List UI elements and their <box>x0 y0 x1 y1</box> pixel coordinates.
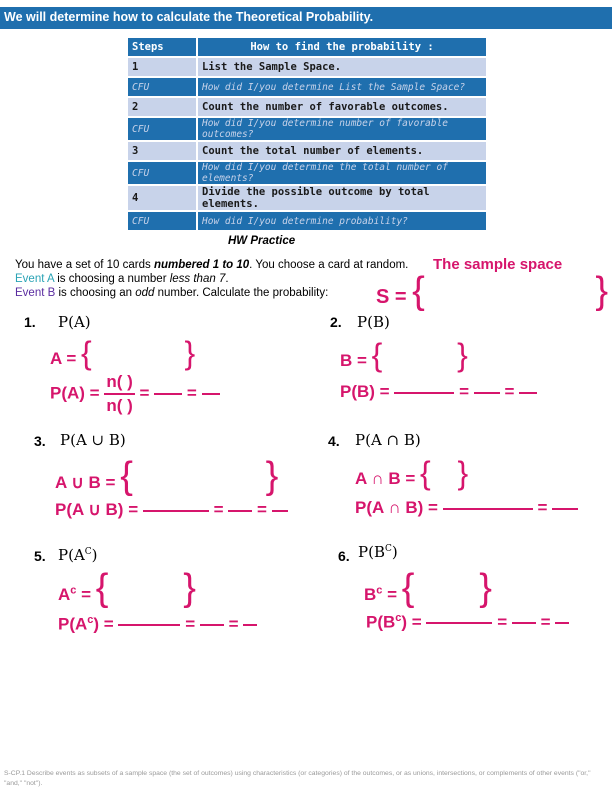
set-superscript: c <box>376 584 383 597</box>
prob-end: ) = <box>93 614 114 634</box>
brace-open: { <box>401 567 415 609</box>
practice-title: HW Practice <box>228 235 296 247</box>
set-name: A ∩ B = <box>355 469 416 488</box>
event-a-text: is choosing a number <box>54 273 170 285</box>
problem-number: 6. <box>338 548 350 564</box>
table-row <box>128 97 486 117</box>
answer-line <box>555 622 569 624</box>
label-text: P(A <box>58 546 85 564</box>
answer-line <box>443 508 533 510</box>
set-name: B <box>364 585 377 604</box>
event-a-line <box>15 272 408 286</box>
header-steps: Steps <box>128 38 197 57</box>
answer-line <box>512 622 536 624</box>
problem-label: P(A) <box>58 313 91 331</box>
set-end: = <box>76 585 92 604</box>
brace-open: { <box>371 337 383 373</box>
equals-sign: = <box>257 500 267 519</box>
answer-line <box>154 393 182 395</box>
answer-line <box>202 393 220 395</box>
answer-line <box>143 510 209 512</box>
brace-open: { <box>81 335 92 371</box>
prob-name: P(B <box>366 612 396 632</box>
sample-space-title: The sample space <box>433 256 563 273</box>
table-row <box>128 77 486 97</box>
steps-table <box>128 38 486 232</box>
answer-line <box>118 624 180 626</box>
set-end: = <box>382 585 398 604</box>
event-a-emphasis: less than 7 <box>169 273 226 285</box>
set-b-equation <box>340 337 468 374</box>
brace-open: { <box>420 455 431 491</box>
title-banner <box>0 7 612 29</box>
sample-space-equation <box>376 270 608 313</box>
prob-superscript: c <box>395 612 402 624</box>
answer-line <box>474 392 500 394</box>
answer-line <box>519 392 537 394</box>
table-header-row <box>128 38 486 57</box>
event-b-emphasis: odd <box>135 287 155 299</box>
prob-end: ) = <box>401 612 422 632</box>
cfu-question: How did I/you determine number of favorable outcomes? <box>197 117 486 141</box>
brace-close: } <box>595 270 609 312</box>
p-a-intersect-b-equation <box>355 498 578 518</box>
brace-close: } <box>265 455 279 497</box>
page-title: We will determine how to calculate the Theoretical Probability. <box>4 10 374 24</box>
problem-number: 5. <box>34 548 46 564</box>
brace-close: } <box>183 567 196 609</box>
step-number: 3 <box>128 141 197 161</box>
denominator: n( ) <box>106 396 133 415</box>
step-number: 2 <box>128 97 197 117</box>
intro-text: You have a set of 10 cards <box>15 259 154 271</box>
set-a-intersect-b-equation <box>355 455 468 492</box>
header-how-to: How to find the probability : <box>197 38 486 57</box>
intro-text: . You choose a card at random. <box>249 259 409 271</box>
equals-sign: = <box>228 614 239 634</box>
problem-number: 2. <box>330 314 342 330</box>
brace-open: { <box>412 270 425 312</box>
label-end: ) <box>91 546 98 564</box>
event-b-end: number. Calculate the probability: <box>154 287 329 299</box>
event-b-line <box>15 286 408 300</box>
answer-line <box>426 622 492 624</box>
set-name: A = <box>50 349 77 368</box>
event-b-text: is choosing an <box>55 287 136 299</box>
equals-sign: = <box>185 614 196 634</box>
problem-label <box>358 543 398 561</box>
brace-open: { <box>95 567 109 609</box>
brace-open: { <box>120 455 133 497</box>
cfu-label: CFU <box>128 211 197 231</box>
set-a-complement-equation <box>58 567 196 610</box>
table-row <box>128 141 486 161</box>
set-a-union-b-equation <box>55 455 278 498</box>
problem-number: 3. <box>34 433 46 449</box>
cfu-label: CFU <box>128 117 197 141</box>
step-text: Count the number of favorable outcomes. <box>197 97 486 117</box>
set-name: B = <box>340 351 367 370</box>
answer-line <box>228 510 252 512</box>
sample-space-name: S = <box>376 286 407 308</box>
prob-name: P(A ∩ B) = <box>355 498 438 517</box>
set-b-complement-equation <box>364 567 492 610</box>
cfu-question: How did I/you determine the total number of elements? <box>197 161 486 185</box>
answer-line <box>243 624 257 626</box>
p-a-complement-equation <box>58 614 257 635</box>
brace-close: } <box>184 335 196 371</box>
step-text: List the Sample Space. <box>197 57 486 77</box>
step-text: Divide the possible outcome by total elements. <box>197 185 486 211</box>
problem-label <box>58 546 98 564</box>
practice-intro <box>15 258 408 300</box>
brace-close: } <box>479 567 492 609</box>
intro-line-1 <box>15 258 408 272</box>
table-row <box>128 161 486 185</box>
equals-sign: = <box>186 383 197 403</box>
label-end: ) <box>391 543 398 561</box>
answer-line <box>394 392 454 394</box>
equals-sign: = <box>459 382 469 401</box>
label-superscript: C <box>84 547 92 557</box>
equals-sign: = <box>139 383 150 403</box>
p-b-complement-equation <box>366 612 569 633</box>
answer-line <box>552 508 578 510</box>
table-row <box>128 211 486 231</box>
prob-name: P(A ∪ B) = <box>55 500 139 519</box>
prob-name: P(A <box>58 614 88 634</box>
brace-close: } <box>457 337 468 373</box>
numerator: n( ) <box>104 371 134 395</box>
standard-footnote: S-CP.1 Describe events as subsets of a sample space (the set of outcomes) using characteristics (or categories) of the outcomes, or as unions, intersections, or complements of other events ("or," "and," "not"). <box>4 770 591 787</box>
problem-number: 4. <box>328 433 340 449</box>
table-row <box>128 57 486 77</box>
prob-name: P(A) = <box>50 383 100 403</box>
set-a-equation <box>50 335 195 372</box>
p-b-equation <box>340 382 537 402</box>
equals-sign: = <box>497 612 508 632</box>
cfu-question: How did I/you determine probability? <box>197 211 486 231</box>
answer-line <box>200 624 224 626</box>
prob-superscript: c <box>87 614 94 626</box>
problem-number: 1. <box>24 314 36 330</box>
fraction <box>104 371 134 417</box>
problem-label: P(A ∪ B) <box>60 431 126 449</box>
cfu-label: CFU <box>128 77 197 97</box>
event-b-label: Event B <box>15 287 56 299</box>
cfu-question: How did I/you determine List the Sample Space? <box>197 77 486 97</box>
cfu-label: CFU <box>128 161 197 185</box>
event-a-end: . <box>225 273 229 285</box>
equals-sign: = <box>540 612 551 632</box>
step-number: 4 <box>128 185 197 211</box>
prob-name: P(B) = <box>340 382 390 401</box>
set-superscript: c <box>70 584 77 597</box>
table-row <box>128 117 486 141</box>
p-a-union-b-equation <box>55 500 288 520</box>
brace-close: } <box>457 455 469 491</box>
set-name: A <box>58 585 71 604</box>
answer-line <box>272 510 288 512</box>
equals-sign: = <box>537 498 548 517</box>
step-number: 1 <box>128 57 197 77</box>
problem-label: P(B) <box>357 313 390 331</box>
equals-sign: = <box>504 382 515 401</box>
label-superscript: C <box>384 544 392 554</box>
equals-sign: = <box>213 500 224 519</box>
p-a-equation <box>50 371 220 417</box>
intro-emphasis: numbered 1 to 10 <box>153 259 250 271</box>
label-text: P(B <box>358 543 385 561</box>
step-text: Count the total number of elements. <box>197 141 486 161</box>
problem-label: P(A ∩ B) <box>355 431 421 449</box>
event-a-label: Event A <box>15 273 55 285</box>
table-row <box>128 185 486 211</box>
set-name: A ∪ B = <box>55 473 116 492</box>
